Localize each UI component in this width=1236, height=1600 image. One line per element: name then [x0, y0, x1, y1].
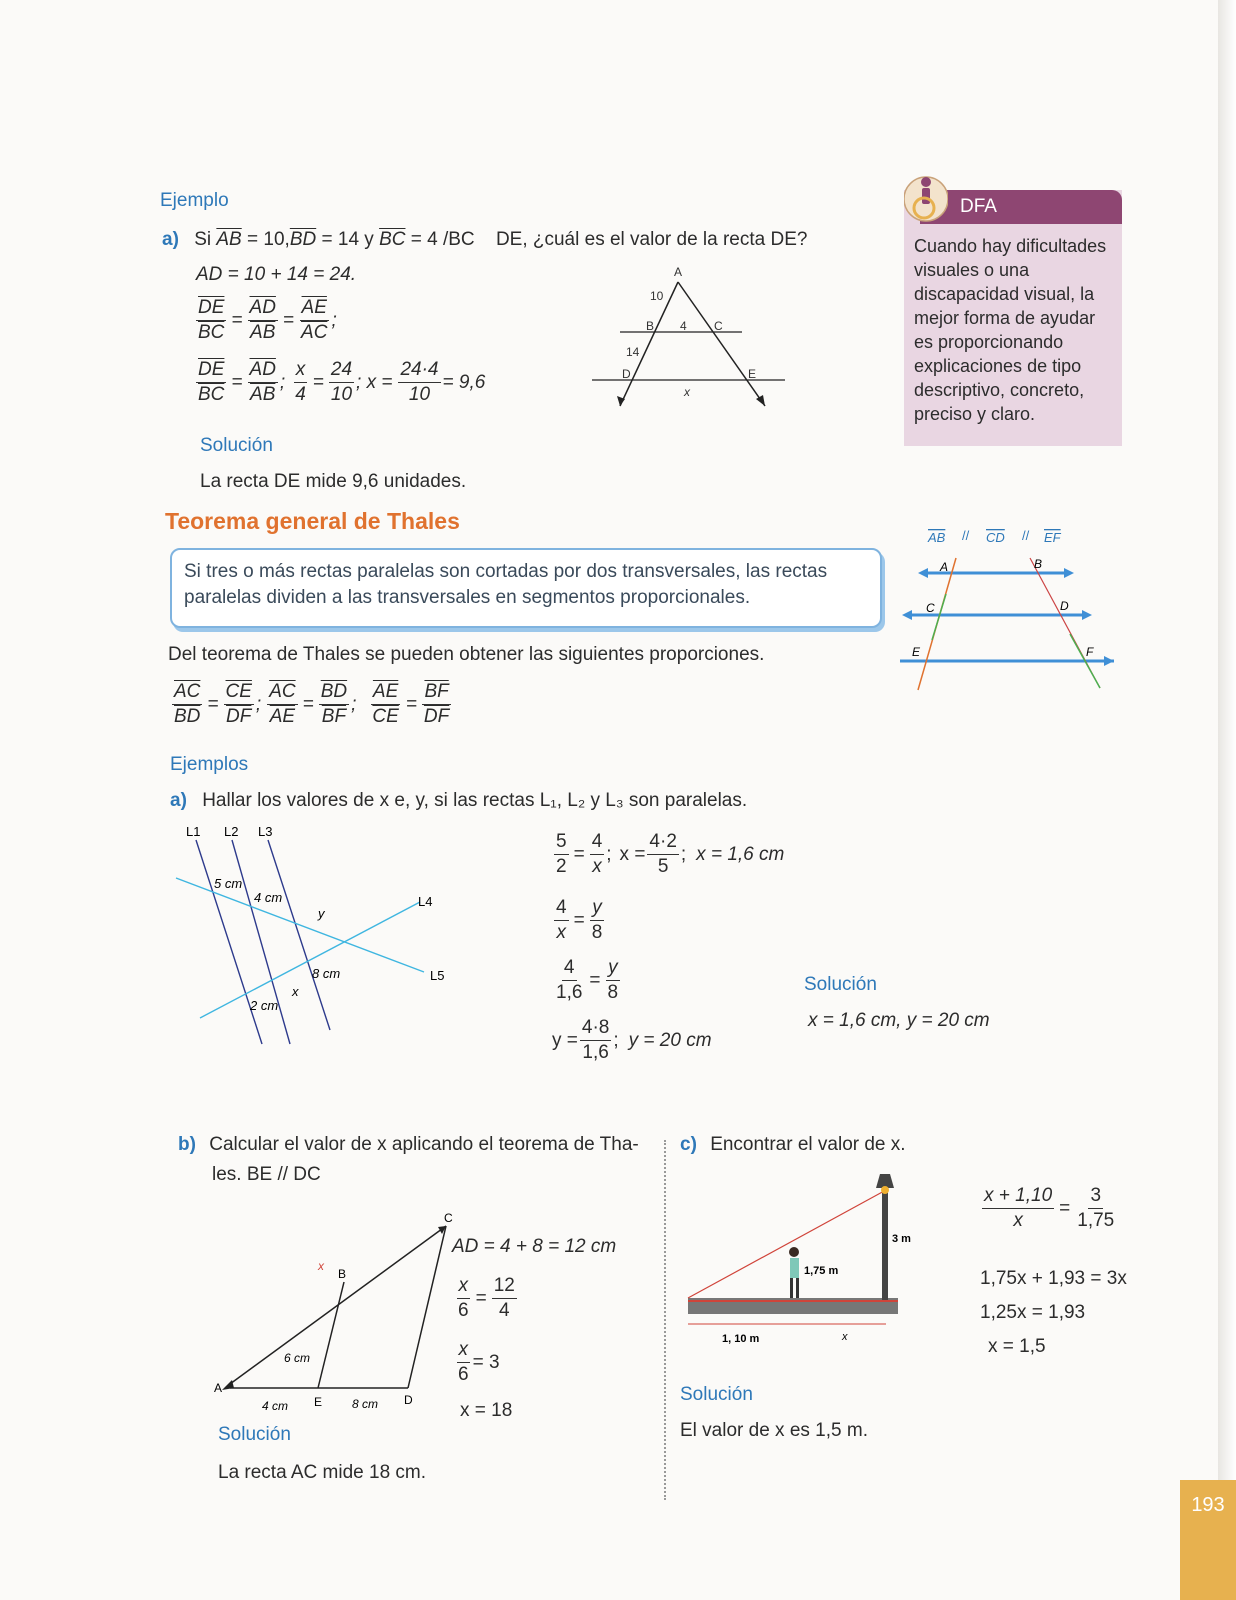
example-a-statement — [162, 229, 807, 251]
distance-label: x — [842, 1331, 848, 1343]
statement-text: Calcular el valor de x aplicando el teorema de Tha- — [209, 1134, 639, 1155]
item-label: a) — [170, 790, 187, 811]
statement-text: Hallar los valores de x e, y, si las rectas L₁, L₂ y L₃ son paralelas. — [202, 790, 748, 811]
vertex-b: B — [338, 1267, 347, 1281]
frac-den: BC — [198, 384, 225, 405]
vertex-e: E — [748, 367, 757, 381]
line-label: L3 — [258, 824, 273, 839]
frac-num: 12 — [492, 1274, 517, 1299]
frac-num: $\overline{AE}$ — [300, 296, 329, 321]
dfa-header — [920, 190, 1122, 224]
frac-num: 4 — [554, 896, 569, 921]
height-label: 1,75 m — [804, 1265, 839, 1277]
frac-num: x — [294, 358, 308, 383]
column-divider — [664, 1140, 666, 1500]
line-label: L5 — [430, 968, 445, 983]
parallel-lines-figure — [900, 518, 1140, 708]
math-line: 1,75x + 1,93 = 3x — [980, 1268, 1127, 1289]
seg-label: 2 cm — [250, 998, 279, 1013]
item-label: c) — [680, 1134, 697, 1155]
seg-label: 10 — [650, 289, 664, 303]
item-label: b) — [178, 1134, 196, 1155]
frac-den: 1,6 — [556, 982, 583, 1003]
equals-three: = 3 — [472, 1351, 500, 1373]
seg-label: y — [318, 906, 325, 921]
frac-den: 1,75 — [1077, 1210, 1115, 1231]
frac-den: x — [1013, 1210, 1023, 1231]
frac-den: 6 — [458, 1300, 469, 1321]
math-c-1: $\frac{x + 1,10}{x}$ = $\frac{3}{1,75}$ — [984, 1185, 1115, 1231]
statement-post: DE, ¿cuál es el valor de la recta DE? — [495, 229, 808, 250]
frac-den: AE — [269, 706, 296, 727]
eq1: = 10, — [241, 229, 290, 250]
frac-den: x — [592, 856, 602, 877]
point-c: C — [926, 601, 935, 615]
frac-num: y — [590, 896, 604, 921]
proportion-2: $\frac{\overline{DE}}{BC}$ = $\frac{\overline{AD}}{AB}$ ; $\frac{x}{4}$ = $\frac{24}{10}$ ; x = $\frac{24\cdot 4}{10}$ = 9,6 — [198, 359, 486, 405]
label-par: // — [1022, 528, 1030, 543]
page-number: 193 — [1191, 1494, 1225, 1516]
point-f: F — [1086, 645, 1094, 659]
eq3: = 4 /BC — [405, 229, 475, 250]
frac-den: 5 — [657, 856, 669, 877]
frac-den: DF — [226, 706, 252, 727]
frac-num: $\overline{AD}$ — [248, 358, 278, 383]
frac-den: x — [556, 922, 567, 943]
vertex-e: E — [314, 1395, 323, 1409]
frac-num: $\overline{CE}$ — [224, 680, 254, 705]
math-a-3: $\frac{4}{1,6}$ = $\frac{y}{8}$ — [556, 957, 619, 1003]
label-ab: AB — [928, 530, 946, 545]
triangle-figure — [590, 262, 800, 422]
label-cd: CD — [986, 530, 1005, 545]
frac-num: $\overline{DE}$ — [196, 358, 226, 383]
frac-num: $\overline{DE}$ — [196, 296, 226, 321]
seg-bd: $\overline{BD}$ — [289, 229, 317, 250]
math-a-2: $\frac{4}{x}$ = $\frac{y}{8}$ — [556, 897, 603, 943]
point-a: A — [940, 560, 949, 574]
point-e: E — [912, 645, 921, 659]
frac-den: BC — [198, 322, 225, 343]
seg-bc: $\overline{BC}$ — [379, 229, 406, 250]
solution-text: La recta AC mide 18 cm. — [218, 1462, 427, 1483]
y-equals: y = — [552, 1029, 578, 1051]
vertex-c: C — [444, 1211, 453, 1225]
frac-num: x — [457, 1274, 471, 1299]
result: y = 20 cm — [628, 1029, 712, 1051]
x-equals: x = — [619, 843, 646, 865]
frac-num: $\overline{AD}$ — [248, 296, 278, 321]
frac-num: 24·4 — [398, 358, 440, 383]
x-equals: ; x = — [356, 371, 393, 393]
example-c-statement — [680, 1134, 906, 1156]
thales-intro: Del teorema de Thales se pueden obtener las siguientes proporciones. — [168, 644, 765, 665]
ad-sum: AD = 4 + 8 = 12 cm — [452, 1236, 617, 1257]
section-title: Teorema general de Thales — [165, 508, 460, 534]
solution-label: Solución — [804, 974, 877, 995]
frac-num: x — [457, 1338, 471, 1363]
seg-label: 4 cm — [254, 890, 283, 905]
vertex-a: A — [214, 1381, 223, 1395]
point-b: B — [1034, 557, 1043, 571]
dfa-text: Cuando hay dificultades visuales o una discapacidad visual, la mejor forma de ayudar es proporcionando explicaciones de tipo descriptivo, concreto, preciso y claro. — [914, 236, 1107, 424]
height-label: 3 m — [892, 1233, 911, 1245]
point-d: D — [1060, 599, 1069, 613]
example-heading: Ejemplo — [160, 190, 229, 211]
frac-den: AB — [250, 384, 276, 405]
frac-den: DF — [423, 706, 450, 727]
vertex-c: C — [714, 319, 723, 333]
solution-label: Solución — [218, 1424, 291, 1445]
seg-label: 4 cm — [262, 1399, 289, 1413]
frac-num: $\overline{AC}$ — [267, 680, 297, 705]
vertex-d: D — [622, 367, 631, 381]
seg-label: 5 cm — [214, 876, 243, 891]
label-par: // — [962, 528, 970, 543]
frac-den: 2 — [556, 856, 567, 877]
accessibility-icon — [904, 168, 948, 230]
math-b-1: $\frac{x}{6}$ = $\frac{12}{4}$ — [458, 1275, 515, 1321]
frac-num: 4 — [590, 830, 605, 855]
frac-num: $\overline{BD}$ — [319, 680, 349, 705]
math-a-1: $\frac{5}{2}$ = $\frac{4}{x}$ ; x = $\frac{4\cdot 2}{5}$ ; x = 1,6 cm — [556, 831, 785, 877]
item-label: a) — [162, 229, 179, 250]
solution-label: Solución — [680, 1384, 753, 1405]
frac-den: 1,6 — [582, 1042, 609, 1063]
frac-den: CE — [372, 706, 399, 727]
line-label: L2 — [224, 824, 239, 839]
statement-text: les. BE // DC — [212, 1164, 321, 1185]
frac-num: $\overline{AC}$ — [172, 680, 202, 705]
frac-den: AC — [301, 322, 328, 343]
frac-num: 4 — [562, 956, 577, 981]
frac-den: BF — [321, 706, 347, 727]
frac-den: 4 — [295, 384, 306, 405]
seg-label: 6 cm — [284, 1351, 311, 1365]
ad-sum: AD = 10 + 14 = 24. — [196, 264, 357, 285]
result: x = 1,6 cm — [696, 843, 785, 865]
examples-heading: Ejemplos — [170, 754, 249, 775]
line-label: L1 — [186, 824, 201, 839]
frac-den: 8 — [607, 982, 619, 1003]
seg-label: 8 cm — [352, 1397, 379, 1411]
seg-label: x — [318, 1259, 324, 1273]
seg-label: 14 — [626, 345, 640, 359]
seg-label: 8 cm — [312, 966, 341, 981]
distance-label: 1, 10 m — [722, 1333, 760, 1345]
frac-num: x + 1,10 — [982, 1184, 1054, 1209]
solution-text: El valor de x es 1,5 m. — [680, 1420, 868, 1441]
frac-num: 3 — [1088, 1184, 1103, 1209]
vertex-b: B — [646, 319, 655, 333]
dfa-title: DFA — [960, 196, 997, 217]
theorem-text: Si tres o más rectas paralelas son cortadas por dos transversales, las rectas paralelas dividen a las transversales en segmentos proporcionales. — [184, 561, 828, 608]
triangle-b-figure — [210, 1208, 470, 1418]
frac-den: 4 — [498, 1300, 510, 1321]
frac-den: 6 — [458, 1364, 469, 1385]
frac-den: BD — [174, 706, 201, 727]
frac-num: 5 — [554, 830, 569, 855]
label-ef: EF — [1044, 530, 1061, 545]
math-line: x = 1,5 — [988, 1336, 1046, 1357]
statement-text: Encontrar el valor de x. — [710, 1134, 906, 1155]
frac-den: AB — [250, 322, 276, 343]
frac-num: y — [606, 956, 620, 981]
result: x = 18 — [460, 1400, 513, 1421]
example-a-statement — [170, 790, 747, 812]
frac-num: 4·8 — [580, 1016, 611, 1041]
vertex-d: D — [404, 1393, 413, 1407]
proportion-1: $\frac{\overline{DE}}{BC}$ = $\frac{\overline{AD}}{AB}$ = $\frac{\overline{AE}}{AC}$ ; — [198, 297, 337, 343]
example-b-statement — [178, 1130, 639, 1190]
page-number-tab — [1180, 1480, 1236, 1600]
frac-num: $\overline{BF}$ — [422, 680, 450, 705]
solution-text: x = 1,6 cm, y = 20 cm — [808, 1010, 990, 1031]
frac-num: $\overline{AE}$ — [371, 680, 400, 705]
solution-label: Solución — [200, 435, 273, 456]
line-label: L4 — [418, 894, 433, 909]
theorem-box — [170, 548, 882, 628]
solution-text: La recta DE mide 9,6 unidades. — [200, 471, 467, 492]
frac-num: 24 — [329, 358, 354, 383]
eq2: = 14 y — [316, 229, 374, 250]
seg-ab: $\overline{AB}$ — [216, 229, 242, 250]
result: = 9,6 — [442, 371, 486, 393]
math-a-4: y = $\frac{4\cdot 8}{1,6}$ ; y = 20 cm — [552, 1017, 712, 1063]
frac-den: 10 — [330, 384, 353, 405]
seg-label: 4 — [680, 319, 687, 333]
seg-label: x — [684, 385, 690, 399]
frac-den: 10 — [408, 384, 431, 405]
lamp-figure — [686, 1168, 916, 1354]
math-line: 1,25x = 1,93 — [980, 1302, 1086, 1323]
vertex-a: A — [674, 265, 683, 279]
page-edge — [1218, 0, 1236, 1600]
seg-label: x — [292, 984, 299, 999]
frac-den: 8 — [591, 922, 603, 943]
thales-proportions: $\frac{\overline{AC}}{BD}$ = $\frac{\overline{CE}}{DF}$ ; $\frac{\overline{AC}}{AE}$ = $\frac{\overline{BD}}{BF}$ ; $\frac{\overline{AE}}{CE}$ = $\frac{\overline{BF}}{DF}$ — [174, 681, 450, 727]
lines-figure — [170, 818, 460, 1058]
statement-pre: Si — [194, 229, 212, 250]
math-b-2 — [454, 1338, 500, 1387]
frac-num: 4·2 — [647, 830, 678, 855]
